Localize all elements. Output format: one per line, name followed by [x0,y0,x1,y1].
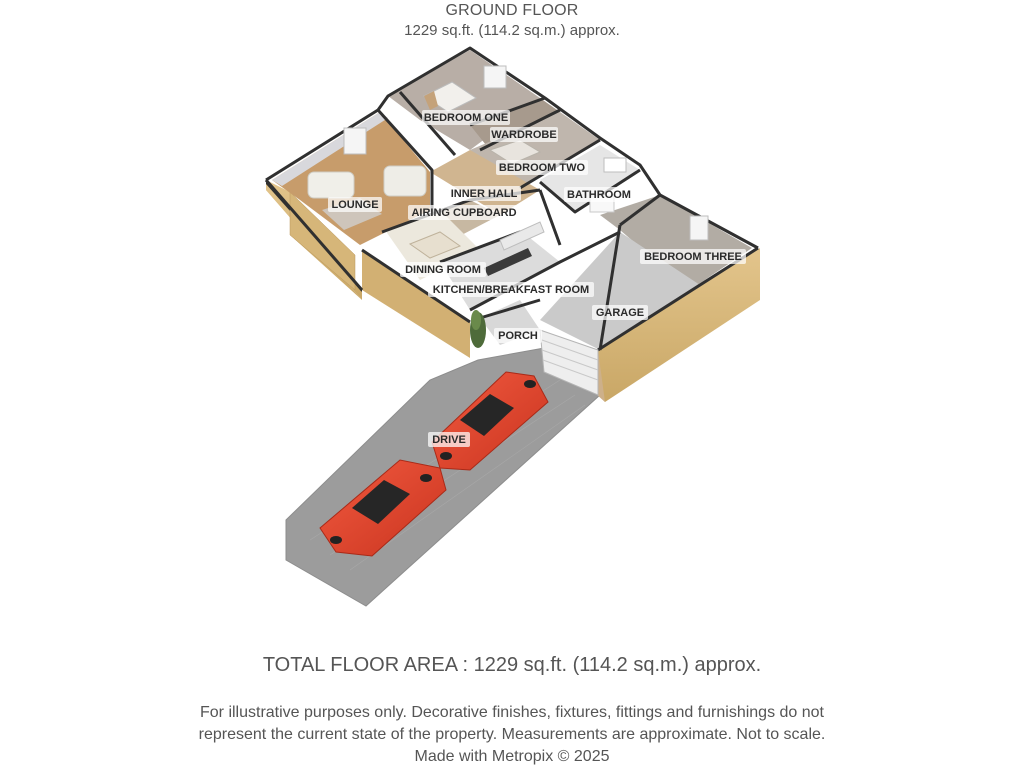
svg-text:LOUNGE: LOUNGE [331,199,379,211]
svg-text:AIRING CUPBOARD: AIRING CUPBOARD [411,207,517,219]
window-icon [690,216,708,240]
disclaimer [0,702,1024,768]
svg-text:INNER HALL: INNER HALL [450,188,518,200]
svg-text:PORCH: PORCH [498,330,538,342]
room-label-drive [428,432,470,447]
room-label-airing-cupboard [408,205,520,220]
svg-text:BEDROOM THREE: BEDROOM THREE [644,251,742,263]
room-label-bedroom-one [422,110,510,125]
room-label-dining-room [400,262,486,277]
total-floor-area: TOTAL FLOOR AREA : 1229 sq.ft. (114.2 sq.m.) approx. [262,654,762,676]
window-icon [484,66,506,88]
room-label-bedroom-three [640,249,746,264]
svg-text:BEDROOM TWO: BEDROOM TWO [498,162,586,174]
svg-text:BEDROOM ONE: BEDROOM ONE [423,112,509,124]
room-label-lounge [328,197,382,212]
room-label-garage [592,305,648,320]
room-label-bathroom [564,187,634,202]
disclaimer-line: For illustrative purposes only. Decorative finishes, fixtures, fittings and furnishings do not [200,704,824,721]
floor-area-subtitle: 1229 sq.ft. (114.2 sq.m.) approx. [404,22,620,39]
svg-text:GARAGE: GARAGE [595,307,645,319]
disclaimer-line: represent the current state of the property. Measurements are approximate. Not to scale. [198,726,826,743]
window-icon [344,128,366,154]
room-label-porch [494,328,542,343]
room-label-kitchen [428,282,594,297]
svg-text:DRIVE: DRIVE [432,434,466,446]
svg-text:WARDROBE: WARDROBE [491,129,557,141]
room-label-bedroom-two [496,160,588,175]
svg-text:BATHROOM: BATHROOM [567,189,631,201]
room-label-wardrobe [490,127,558,142]
svg-text:DINING ROOM: DINING ROOM [405,264,481,276]
svg-text:KITCHEN/BREAKFAST ROOM: KITCHEN/BREAKFAST ROOM [432,284,590,296]
room-label-inner-hall [447,186,521,201]
credit-line: Made with Metropix © 2025 [414,748,610,765]
floor-title: GROUND FLOOR [445,2,579,19]
drive-paving [286,348,600,606]
